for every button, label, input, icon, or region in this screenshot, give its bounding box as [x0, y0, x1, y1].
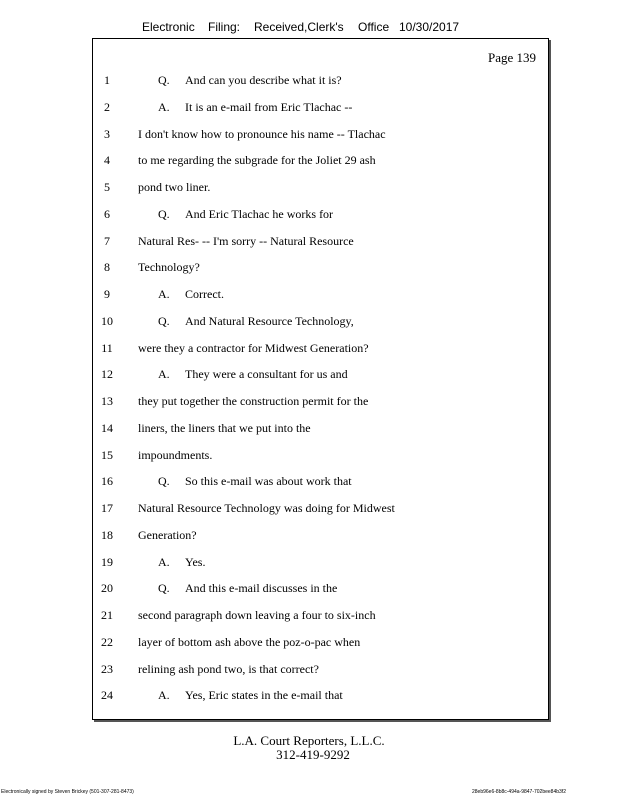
qa-text: Yes. — [185, 554, 206, 569]
qa-text: And this e-mail discusses in the — [185, 581, 338, 596]
line-text — [158, 555, 205, 570]
qa-mark: Q. — [158, 206, 170, 221]
line-text: layer of bottom ash above the poz-o-pac when — [138, 634, 361, 649]
line-number: 15 — [101, 447, 113, 462]
line-number: 5 — [104, 180, 110, 194]
qa-text: They were a consultant for us and — [185, 367, 348, 382]
header-word-office: Office — [358, 20, 390, 34]
line-text — [158, 207, 333, 222]
line-text: were they a contractor for Midwest Generation? — [138, 340, 369, 355]
line-number: 12 — [101, 367, 113, 382]
qa-text: It is an e-mail from Eric Tlachac -- — [185, 99, 353, 114]
line-number: 11 — [101, 340, 113, 355]
line-number: 20 — [101, 581, 113, 596]
filing-header — [0, 20, 618, 36]
header-word-received-clerks: Received,Clerk's — [254, 20, 344, 34]
line-number: 7 — [104, 233, 110, 248]
line-text: impoundments. — [138, 447, 213, 462]
line-number: 4 — [104, 153, 110, 168]
header-word-electronic: Electronic — [142, 20, 195, 34]
line-text: liners, the liners that we put into the — [138, 420, 311, 435]
line-text: Generation? — [138, 527, 197, 542]
qa-text: And Natural Resource Technology, — [185, 313, 354, 328]
qa-mark: Q. — [158, 313, 170, 328]
line-number: 19 — [101, 554, 113, 569]
line-text: I don't know how to pronounce his name -- Tlachac — [138, 126, 386, 141]
footer-phone: 312-419-9292 — [276, 747, 350, 762]
line-text — [158, 314, 354, 329]
line-text: second paragraph down leaving a four to six-inch — [138, 608, 376, 622]
footer-company: L.A. Court Reporters, L.L.C. — [233, 733, 385, 748]
line-text: pond two liner. — [138, 180, 211, 194]
qa-text: And can you describe what it is? — [185, 73, 342, 87]
qa-text: Yes, Eric states in the e-mail that — [185, 688, 343, 703]
qa-mark: Q. — [158, 73, 170, 87]
page-number: Page 139 — [488, 50, 537, 65]
line-number: 9 — [104, 287, 110, 301]
line-number: 6 — [104, 206, 110, 221]
line-number: 14 — [101, 420, 113, 435]
line-text: Natural Resource Technology was doing for Midwest — [138, 501, 395, 515]
qa-mark: A. — [158, 367, 170, 382]
signature-left: Electronically signed by Steven Brickey (501-307-281-8473) — [1, 789, 134, 795]
line-text: Natural Res- -- I'm sorry -- Natural Resource — [138, 233, 354, 248]
line-text: they put together the construction permit for the — [138, 394, 369, 408]
line-text: to me regarding the subgrade for the Joliet 29 ash — [138, 153, 376, 168]
qa-mark: A. — [158, 688, 170, 703]
qa-mark: Q. — [158, 474, 170, 489]
line-number: 10 — [101, 313, 113, 328]
line-number: 8 — [104, 260, 110, 275]
line-number: 23 — [101, 661, 113, 676]
line-text — [158, 100, 352, 115]
signature-right: 28eb96e6-8b8c-494a-9847-702bee84b3f2 — [472, 789, 566, 795]
line-number: 1 — [104, 73, 110, 87]
header-word-filing: Filing: — [208, 20, 241, 34]
line-number: 21 — [101, 608, 113, 622]
line-text — [158, 581, 337, 596]
line-text: Technology? — [138, 260, 200, 275]
qa-text: Correct. — [185, 287, 224, 301]
line-number: 17 — [101, 501, 113, 515]
line-number: 18 — [101, 527, 113, 542]
qa-text: So this e-mail was about work that — [185, 474, 352, 489]
line-text — [158, 688, 343, 703]
line-number: 24 — [101, 688, 113, 703]
line-text — [158, 287, 224, 302]
qa-mark: Q. — [158, 581, 170, 596]
qa-text: And Eric Tlachac he works for — [185, 206, 334, 221]
line-text — [158, 367, 348, 382]
qa-mark: A. — [158, 287, 170, 301]
qa-mark: A. — [158, 99, 170, 114]
header-date: 10/30/2017 — [399, 20, 460, 34]
line-number: 13 — [101, 394, 113, 408]
line-number: 2 — [104, 99, 110, 114]
line-number: 16 — [101, 474, 113, 489]
line-text — [158, 474, 352, 489]
line-text: relining ash pond two, is that correct? — [138, 661, 319, 676]
line-number: 22 — [101, 634, 113, 649]
line-text — [158, 73, 342, 88]
line-number: 3 — [104, 126, 110, 141]
qa-mark: A. — [158, 554, 170, 569]
